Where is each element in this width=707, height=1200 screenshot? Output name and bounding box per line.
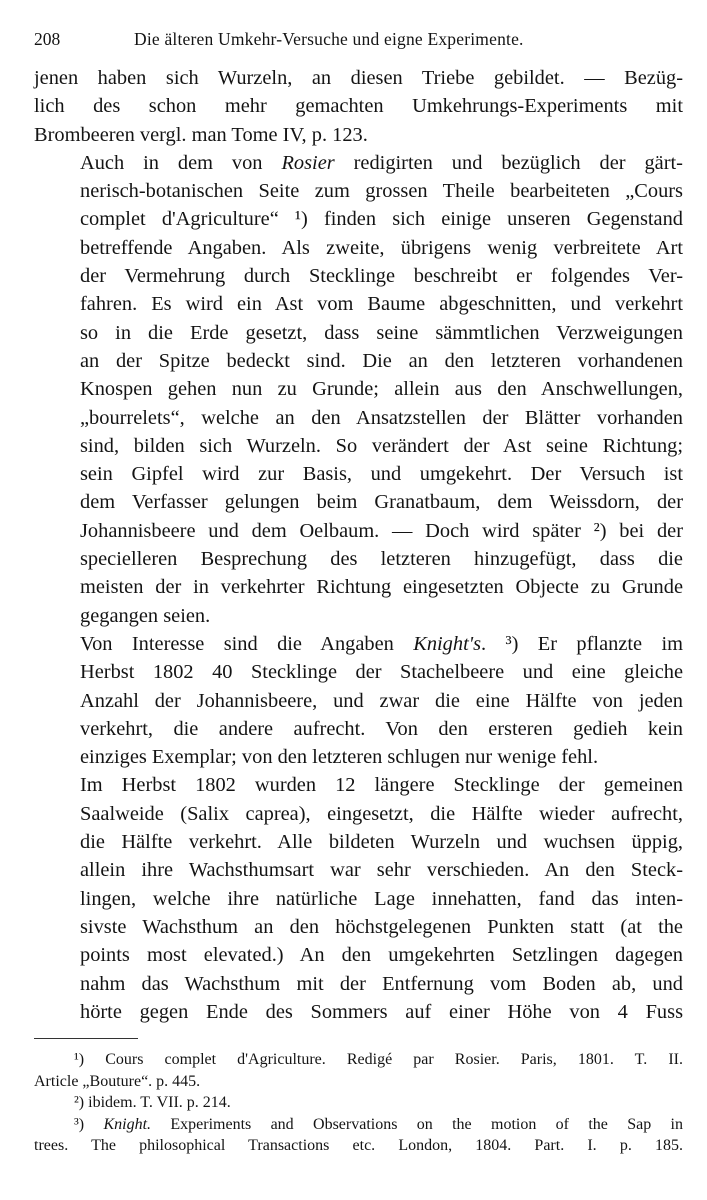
footnote-line: Article „Bouture“. p. 445.	[34, 1072, 201, 1090]
text-line: Im Herbst 1802 wurden 12 längere Stecklinge der gemeinen	[80, 774, 683, 797]
text-line: specielleren Besprechung des letzteren hinzugefügt, dass die	[80, 548, 683, 571]
text-line: Brombeeren vergl. man Tome IV, p. 123.	[34, 123, 368, 146]
page-header	[34, 28, 683, 50]
text-line: nahm das Wachsthum mit der Entfernung vom Boden ab, und	[80, 972, 683, 995]
footnote-1	[34, 1049, 683, 1092]
footnote-divider	[34, 1038, 138, 1039]
text-line: lich des schon mehr gemachten Umkehrungs-Experiments mit	[34, 95, 683, 118]
footnote-line: ²) ibidem. T. VII. p. 214.	[74, 1094, 231, 1112]
text-line: an der Spitze bedeckt sind. Die an den letzteren vorhandenen	[80, 349, 683, 372]
text-line: Anzahl der Johannisbeere, und zwar die eine Hälfte von jeden	[80, 689, 683, 712]
text-line: die Hälfte verkehrt. Alle bildeten Wurzeln und wuchsen üppig,	[80, 831, 683, 854]
text-line: allein ihre Wachsthumsart war sehr verschieden. An den Steck-	[80, 859, 683, 882]
footnote-2	[34, 1092, 683, 1114]
text-line: so in die Erde gesetzt, dass seine sämmtlichen Verzweigungen	[80, 321, 683, 344]
footnote-line: ³) Knight. Experiments and Observations on the motion of the Sap in	[74, 1115, 683, 1133]
text-line: lingen, welche ihre natürliche Lage innehatten, fand das inten-	[80, 887, 683, 910]
text-line: fahren. Es wird ein Ast vom Baume abgeschnitten, und verkehrt	[80, 293, 683, 316]
running-title: Die älteren Umkehr-Versuche und eigne Experimente.	[134, 29, 524, 49]
page-number: 208	[34, 29, 61, 49]
text-line: einziges Exemplar; von den letzteren schlugen nur wenige fehl.	[80, 746, 599, 769]
text-line: Saalweide (Salix caprea), eingesetzt, die Hälfte wieder aufrecht,	[80, 802, 683, 825]
text-line: Johannisbeere und dem Oelbaum. — Doch wird später ²) bei der	[80, 519, 683, 542]
footnote-line: ¹) Cours complet d'Agriculture. Redigé par Rosier. Paris, 1801. T. II.	[74, 1051, 683, 1069]
text-line: sivste Wachsthum an den höchstgelegenen Punkten statt (at the	[80, 915, 683, 938]
main-text	[34, 64, 683, 1026]
footnote-3	[34, 1114, 683, 1157]
footnote-line: trees. The philosophical Transactions etc. London, 1804. Part. I. p. 185.	[34, 1137, 683, 1155]
text-line: Knospen gehen nun zu Grunde; allein aus den Anschwellungen,	[80, 378, 683, 401]
text-line: sind, bilden sich Wurzeln. So verändert der Ast seine Richtung;	[80, 434, 683, 457]
text-line: Auch in dem von Rosier redigirten und bezüglich der gärt-	[80, 151, 683, 174]
text-line: dem Verfasser gelungen beim Granatbaum, dem Weissdorn, der	[80, 491, 683, 514]
paragraph-4	[34, 771, 683, 1026]
paragraph-2	[34, 149, 683, 630]
text-line: complet d'Agriculture“ ¹) finden sich einige unseren Gegenstand	[80, 208, 683, 231]
text-line: sein Gipfel wird zur Basis, und umgekehrt. Der Versuch ist	[80, 463, 683, 486]
text-line: points most elevated.) An den umgekehrten Setzlingen dagegen	[80, 944, 683, 967]
footnotes	[34, 1049, 683, 1157]
paragraph-3	[34, 630, 683, 771]
text-line: meisten der in verkehrter Richtung eingesetzten Objecte zu Grunde	[80, 576, 683, 599]
text-line: betreffende Angaben. Als zweite, übrigens wenig verbreitete Art	[80, 236, 683, 259]
text-line: gegangen seien.	[80, 604, 211, 627]
text-line: Herbst 1802 40 Stecklinge der Stachelbeere und eine gleiche	[80, 661, 683, 684]
paragraph-1	[34, 64, 683, 149]
text-line: nerisch-botanischen Seite zum grossen Theile bearbeiteten „Cours	[80, 180, 683, 203]
text-line: jenen haben sich Wurzeln, an diesen Triebe gebildet. — Bezüg-	[34, 67, 683, 89]
text-line: Von Interesse sind die Angaben Knight's. ³) Er pflanzte im	[80, 632, 683, 655]
text-line: verkehrt, die andere aufrecht. Von den ersteren gedieh kein	[80, 717, 683, 740]
text-line: hörte gegen Ende des Sommers auf einer Höhe von 4 Fuss	[80, 1000, 683, 1023]
text-line: „bourrelets“, welche an den Ansatzstellen der Blätter vorhanden	[80, 406, 683, 429]
text-line: der Vermehrung durch Stecklinge beschreibt er folgendes Ver-	[80, 265, 683, 288]
